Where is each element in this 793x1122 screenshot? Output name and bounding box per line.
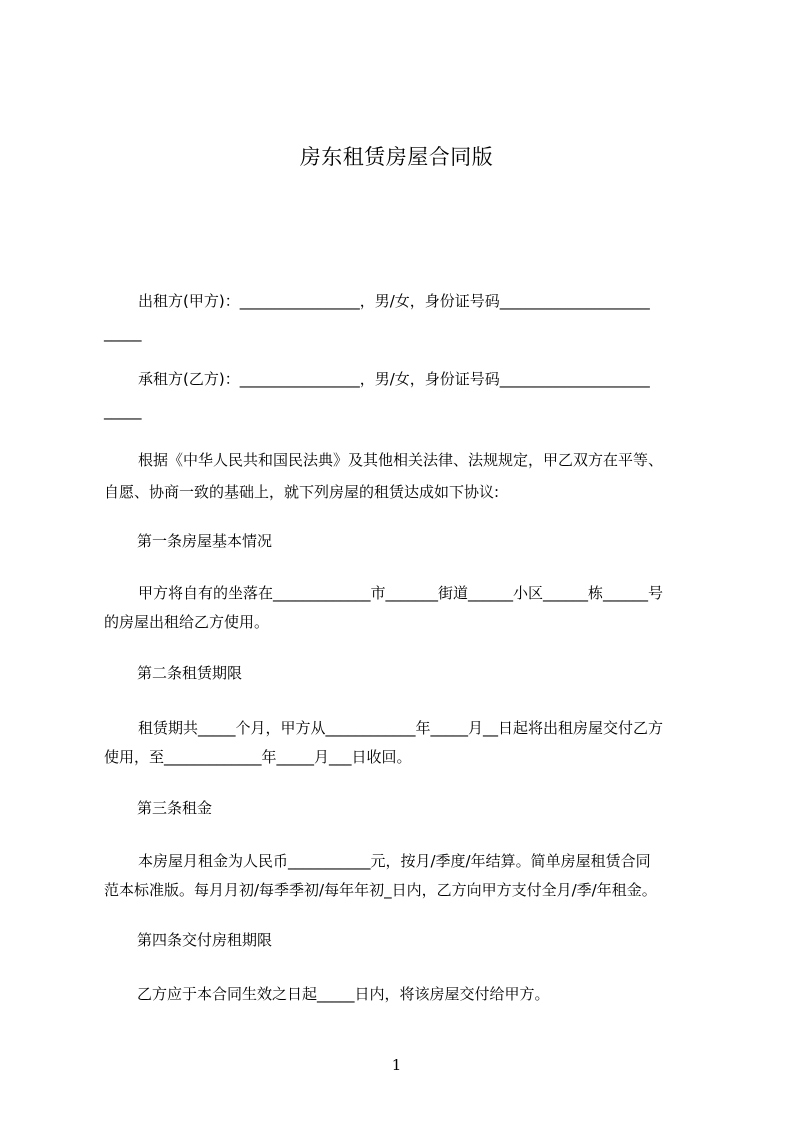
article4-line-1: 乙方应于本合同生效之日起_____日内，将该房屋交付给甲方。 [137, 985, 550, 1003]
article4-heading: 第四条交付房租期限 [137, 931, 273, 949]
article2-line-1: 租赁期共_____个月，甲方从____________年_____月__日起将出租房屋交付乙方 [138, 719, 664, 737]
lessor-paragraph [104, 285, 704, 317]
lessee-line-1: 承租方(乙方)：________________，男/女，身份证号码____________________ [138, 370, 650, 388]
document-title: 房东租赁房屋合同版 [299, 145, 494, 169]
article3-line-1: 本房屋月租金为人民币___________元，按月/季度/年结算。简单房屋租赁合同 [138, 852, 651, 870]
article2-paragraph-continued [104, 741, 704, 773]
preamble-paragraph [104, 444, 704, 476]
article2-paragraph [104, 712, 704, 744]
article3-line-2: 范本标准版。每月月初/每季季初/每年年初_日内，乙方向甲方支付全月/季/年租金。 [104, 881, 657, 899]
article2-heading: 第二条租赁期限 [137, 664, 243, 682]
article1-paragraph [104, 577, 704, 609]
lessor-paragraph-continued [104, 317, 704, 349]
lessor-line-1: 出租方(甲方)：________________，男/女，身份证号码____________________ [138, 292, 650, 310]
article3-paragraph-continued [104, 874, 704, 906]
article2-line-2: 使用，至_____________年_____月___日收回。 [104, 748, 412, 766]
preamble-paragraph-continued [104, 476, 704, 508]
lessee-line-2: _____ [104, 402, 142, 420]
article1-paragraph-continued [104, 606, 704, 638]
preamble-line-2: 自愿、协商一致的基础上，就下列房屋的租赁达成如下协议: [104, 483, 500, 501]
article3-paragraph [104, 845, 704, 877]
lessor-line-2: _____ [104, 324, 142, 342]
article1-line-2: 的房屋出租给乙方使用。 [104, 613, 270, 631]
article1-line-1: 甲方将自有的坐落在_____________市_______街道______小区______栋______号 [138, 584, 664, 602]
preamble-line-1: 根据《中华人民共和国民法典》及其他相关法律、法规规定，甲乙双方在平等、 [138, 451, 664, 469]
lessee-paragraph [104, 363, 704, 395]
article3-heading: 第三条租金 [137, 799, 213, 817]
lessee-paragraph-continued [104, 395, 704, 427]
article1-heading: 第一条房屋基本情况 [137, 532, 273, 550]
page-number: 1 [391, 1056, 402, 1074]
article4-paragraph [137, 978, 737, 1010]
